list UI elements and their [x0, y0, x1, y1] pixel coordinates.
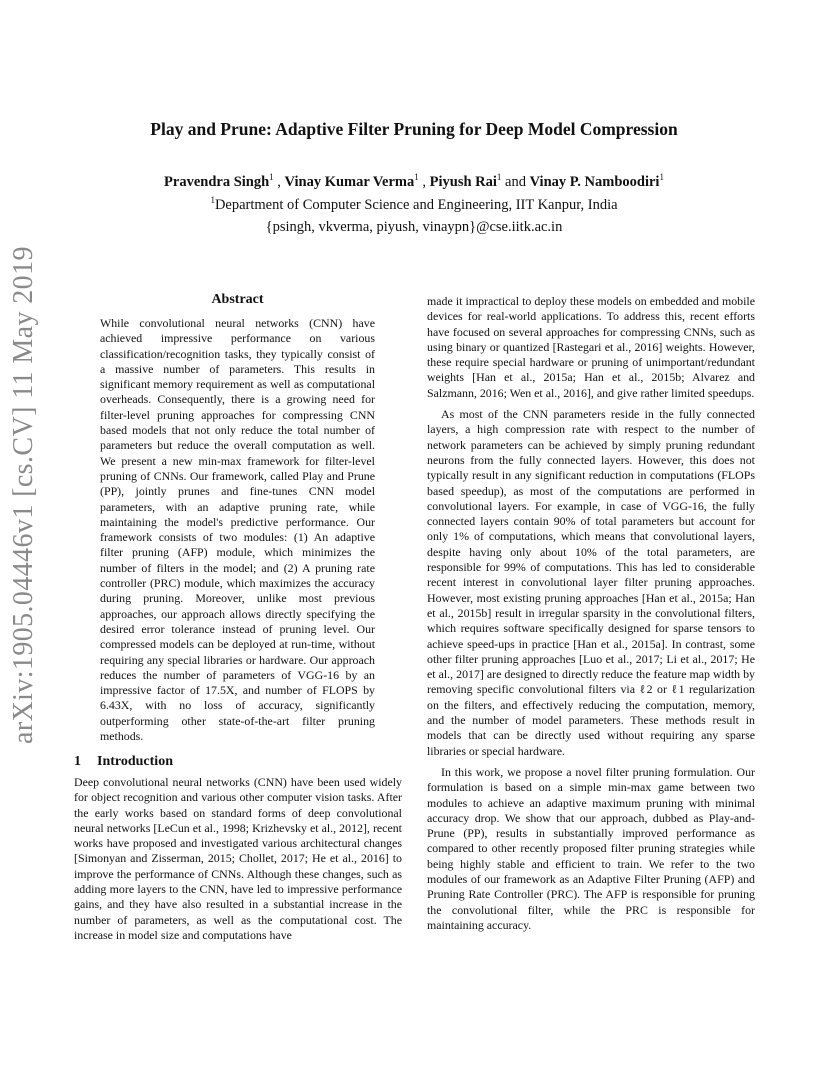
author-name: Vinay P. Namboodiri: [529, 174, 660, 190]
right-column-body: [427, 294, 755, 939]
body-paragraph: made it impractical to deploy these models on embedded and mobile devices for real-world applications. To address this, recent efforts have focused on several approaches for compressing CNNs, such as using binary or quantized [Rastegari et al., 2016] weights. However, these require special hardware or pruning of unimportant/redundant weights [Han et al., 2015a; Han et al., 2015b; Alvarez and Salzmann, 2016; Wen et al., 2016], and give rather limited speedups.: [427, 294, 755, 400]
author-list: [60, 174, 768, 191]
affiliation: [60, 197, 768, 214]
author-separator: and: [501, 174, 530, 190]
section-heading-introduction: [74, 754, 173, 770]
author-affiliation-mark: 1: [414, 172, 419, 183]
author-separator: ,: [273, 174, 285, 190]
abstract-heading: Abstract: [211, 292, 264, 307]
affiliation-text: Department of Computer Science and Engineering, IIT Kanpur, India: [214, 197, 618, 213]
paper-title: Play and Prune: Adaptive Filter Pruning for Deep Model Compression: [150, 119, 678, 139]
author-emails: {psingh, vkverma, piyush, vinaypn}@cse.iitk.ac.in: [265, 219, 563, 235]
author-separator: ,: [418, 174, 430, 190]
arxiv-identifier-stamp: arXiv:1905.04446v1 [cs.CV] 11 May 2019: [8, 246, 39, 744]
section-number: 1: [74, 754, 81, 769]
section-title: Introduction: [97, 754, 173, 769]
author-affiliation-mark: 1: [659, 172, 664, 183]
author-affiliation-mark: 1: [496, 172, 502, 183]
author-name: Vinay Kumar Verma: [284, 174, 415, 190]
left-column-body: [74, 775, 402, 943]
abstract-text: While convolutional neural networks (CNN) have achieved impressive performance on various classification/recognition tasks, they typically consist of a massive number of parameters. This results in significant memory requirement as well as computational overheads. Consequently, there is a growing need for filter-level pruning approaches for compressing CNN based models that not only reduce the total number of parameters but reduce the overall computation as well. We present a new min-max framework for filter-level pruning of CNNs. Our framework, called Play and Prune (PP), jointly prunes and fine-tunes CNN model parameters, with an adaptive pruning rate, while maintaining the model's predictive performance. Our framework consists of two modules: (1) An adaptive filter pruning (AFP) module, which minimizes the number of filters in the model; and (2) A pruning rate controller (PRC) module, which maximizes the accuracy during pruning. Moreover, unlike most previous approaches, our approach allows directly specifying the desired error tolerance instead of pruning level. Our compressed models can be deployed at run-time, without requiring any special libraries or hardware. Our approach reduces the number of parameters of VGG-16 by an impressive factor of 17.5X, and number of FLOPS by 6.43X, with no loss of accuracy, significantly outperforming other state-of-the-art filter pruning methods.: [100, 316, 375, 744]
body-paragraph: In this work, we propose a novel filter pruning formulation. Our formulation is based on a simple min-max game between two modules to achieve an adaptive maximum pruning with minimal accuracy drop. We show that our approach, dubbed as Play-and-Prune (PP), results in substantially improved performance as compared to other recently proposed filter pruning strategies while being highly stable and efficient to train. We refer to the two modules of our framework as an Adaptive Filter Pruning (AFP) and Pruning Rate Controller (PRC). The AFP is responsible for pruning the convolutional filter, while the PRC is responsible for maintaining accuracy.: [427, 764, 755, 932]
author-name: Pravendra Singh: [164, 174, 270, 190]
body-paragraph: Deep convolutional neural networks (CNN) have been used widely for object recognition and various other computer vision tasks. After the early works based on standard forms of deep convolutional neural networks [LeCun et al., 1998; Krizhevsky et al., 2012], recent works have proposed and investigated various architectural changes [Simonyan and Zisserman, 2015; Chollet, 2017; He et al., 2016] to improve the performance of CNNs. Although these changes, such as adding more layers to the CNN, have led to impressive performance gains, and they have also resulted in a substantial increase in the number of parameters, as well as the computational cost. The increase in model size and computations have: [74, 775, 402, 942]
author-name: Piyush Rai: [429, 174, 497, 190]
author-affiliation-mark: 1: [269, 172, 274, 183]
body-paragraph: As most of the CNN parameters reside in the fully connected layers, a high compression rate with respect to the number of network parameters can be achieved by simply pruning redundant neurons from the fully connected layers. However, this does not typically result in any significant reduction in computations (FLOPs based speedup), as most of the computations are performed in convolutional layers. For example, in case of VGG-16, the fully connected layers contain 90% of total parameters but account for only 1% of computations, which means that convolutional layers, despite having only about 10% of the total parameters, are responsible for 99% of computations. This has led to considerable recent interest in convolutional layer filter pruning approaches. However, most existing pruning approaches [Han et al., 2015a; Han et al., 2015b] result in irregular sparsity in the convolutional filters, which requires software specifically designed for sparse tensors to achieve speed-ups in practice [Han et al., 2015a]. In contrast, some other filter pruning approaches [Luo et al., 2017; Li et al., 2017; He et al., 2017] are designed to directly reduce the feature map width by removing specific convolutional filters via ℓ2 or ℓ1 regularization on the filters, and effectively reducing the computation, memory, and the number of model parameters. These methods result in models that can be directly used without requiring any sparse libraries or special hardware.: [427, 407, 755, 758]
affiliation-mark: 1: [210, 195, 215, 206]
